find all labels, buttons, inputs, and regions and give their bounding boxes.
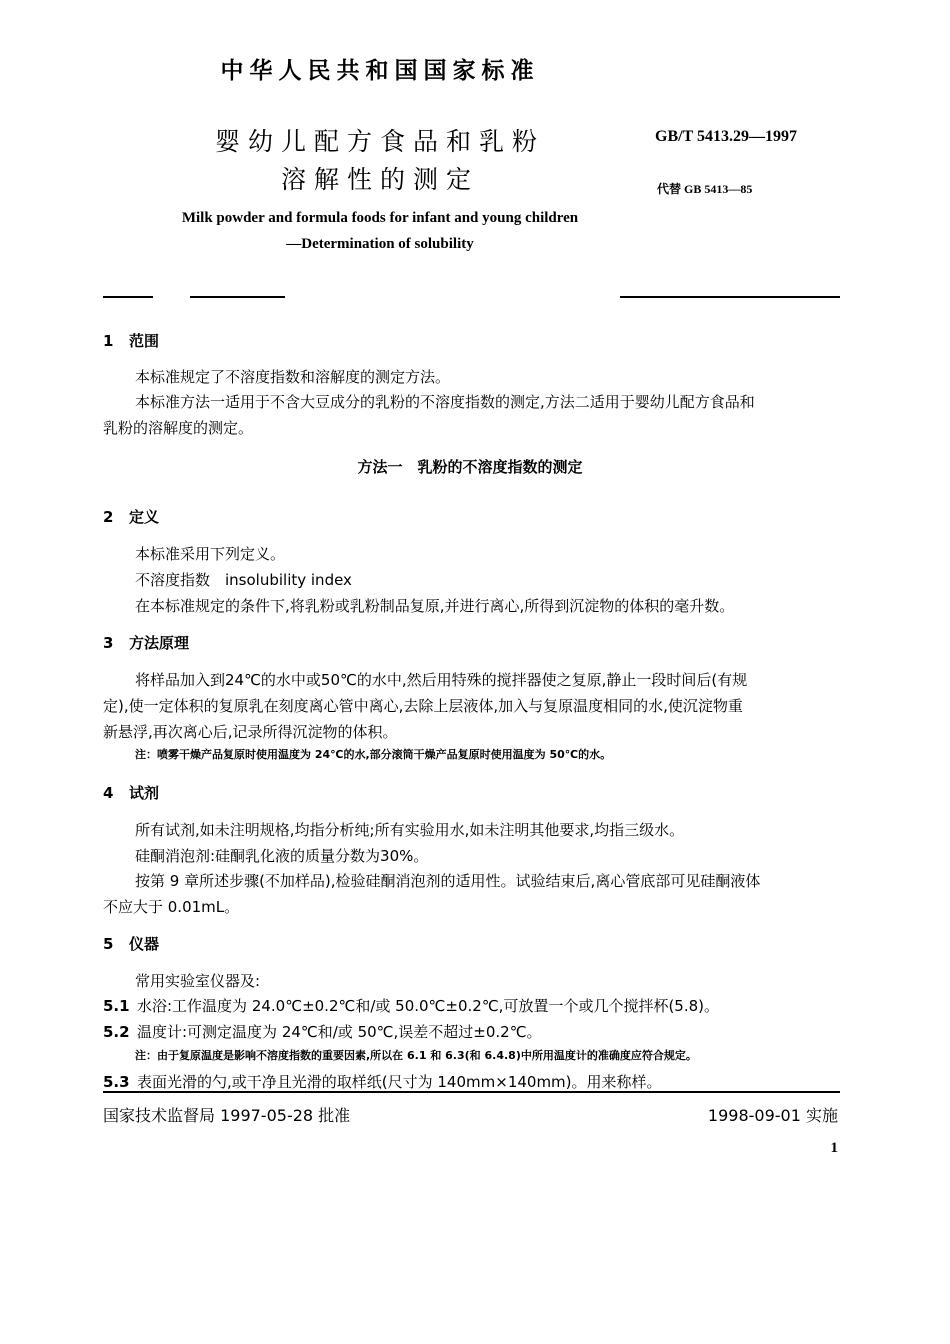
section-number: 2 <box>103 508 114 526</box>
header-rule-right <box>620 296 840 298</box>
section-title: 定义 <box>129 508 160 526</box>
note: 注：喷雾干燥产品复原时使用温度为 24℃的水,部分滚筒干燥产品复原时使用温度为 50℃的水。 <box>135 748 612 761</box>
list-item <box>103 1021 542 1042</box>
paragraph: 常用实验室仪器及: <box>135 972 261 990</box>
title-line-2: 溶解性的测定 <box>280 165 479 194</box>
paragraph: 按第 9 章所述步骤(不加样品),检验硅酮消泡剂的适用性。试验结束后,离心管底部可见硅酮液体 <box>135 872 761 890</box>
section-title: 仪器 <box>129 935 160 953</box>
approval-date: 国家技术监督局 1997-05-28 批准 <box>103 1106 351 1125</box>
section-title: 范围 <box>129 332 160 350</box>
national-standard-header: 中华人民共和国国家标准 <box>220 58 540 84</box>
item-number: 5.2 <box>103 1023 130 1041</box>
english-title-line-1: Milk powder and formula foods for infant and young children <box>181 210 579 226</box>
section-4-heading <box>103 782 159 803</box>
term: 不溶度指数 insolubility index <box>135 571 352 589</box>
item-text: 水浴:工作温度为 24.0℃±0.2℃和/或 50.0℃±0.2℃,可放置一个或几个搅拌杯(5.8)。 <box>137 997 719 1015</box>
paragraph: 本标准规定了不溶度指数和溶解度的测定方法。 <box>135 368 451 386</box>
standard-number: GB/T 5413.29—1997 <box>655 128 797 145</box>
effective-date: 1998-09-01 实施 <box>707 1106 838 1125</box>
paragraph: 定),使一定体积的复原乳在刻度离心管中离心,去除上层液体,加入与复原温度相同的水,使沉淀物重 <box>103 697 743 715</box>
paragraph: 本标准采用下列定义。 <box>135 545 286 563</box>
paragraph: 将样品加入到24℃的水中或50℃的水中,然后用特殊的搅拌器使之复原,静止一段时间后(有规 <box>135 671 748 689</box>
section-number: 4 <box>103 784 114 802</box>
section-title: 试剂 <box>129 784 160 802</box>
method-1-title: 方法一 乳粉的不溶度指数的测定 <box>357 458 583 476</box>
title-line-1: 婴幼儿配方食品和乳粉 <box>214 127 545 156</box>
section-1-heading <box>103 330 159 351</box>
section-3-heading <box>103 632 189 653</box>
paragraph: 新悬浮,再次离心后,记录所得沉淀物的体积。 <box>103 723 398 741</box>
section-5-heading <box>103 933 159 954</box>
item-number: 5.1 <box>103 997 130 1015</box>
section-2-heading <box>103 506 159 527</box>
note: 注：由于复原温度是影响不溶度指数的重要因素,所以在 6.1 和 6.3(和 6.4.8)中所用温度计的准确度应符合规定。 <box>135 1049 697 1062</box>
header-rule-mid <box>190 296 285 298</box>
item-number: 5.3 <box>103 1073 130 1091</box>
paragraph: 本标准方法一适用于不含大豆成分的乳粉的不溶度指数的测定,方法二适用于婴幼儿配方食品和 <box>135 393 755 411</box>
section-number: 5 <box>103 935 114 953</box>
paragraph: 不应大于 0.01mL。 <box>103 898 240 916</box>
item-text: 表面光滑的勺,或干净且光滑的取样纸(尺寸为 140mm×140mm)。用来称样。 <box>137 1073 662 1091</box>
definition: 在本标准规定的条件下,将乳粉或乳粉制品复原,并进行离心,所得到沉淀物的体积的毫升数。 <box>135 597 735 615</box>
page-number: 1 <box>830 1140 838 1156</box>
paragraph: 硅酮消泡剂:硅酮乳化液的质量分数为30%。 <box>135 847 429 865</box>
paragraph: 乳粉的溶解度的测定。 <box>103 419 254 437</box>
list-item <box>103 995 719 1016</box>
footer-rule <box>103 1091 840 1093</box>
item-text: 温度计:可测定温度为 24℃和/或 50℃,误差不超过±0.2℃。 <box>137 1023 542 1041</box>
section-number: 3 <box>103 634 114 652</box>
section-number: 1 <box>103 332 114 350</box>
section-title: 方法原理 <box>129 634 190 652</box>
list-item <box>103 1071 662 1092</box>
english-title-line-2: —Determination of solubility <box>286 236 474 252</box>
replaces-standard: 代替 GB 5413—85 <box>657 182 753 196</box>
paragraph: 所有试剂,如未注明规格,均指分析纯;所有实验用水,如未注明其他要求,均指三级水。 <box>135 821 685 839</box>
header-rule-left <box>103 296 153 298</box>
